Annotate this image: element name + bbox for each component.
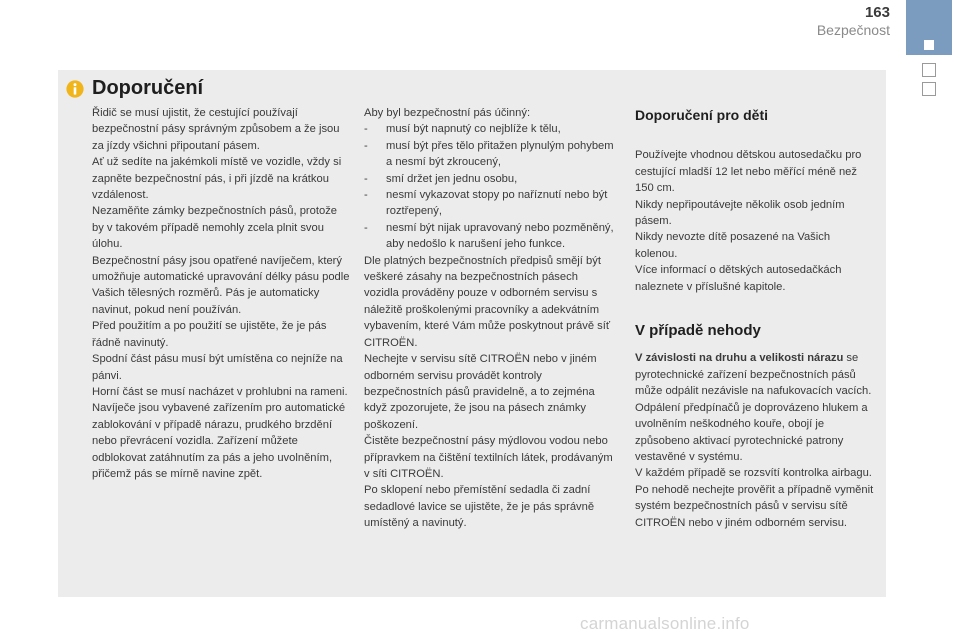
paragraph: Po nehodě nechejte prověřit a případně vyměnit systém bezpečnostních pásů v servisu sítě CITROËN nebo v jiném odborném servisu. [635,483,874,529]
chapter-tab [906,0,952,55]
paragraph: Čistěte bezpečnostní pásy mýdlovou vodou nebo přípravkem na čištění textilních látek, prodávaným v síti CITROËN. [364,435,613,480]
children-heading: Doporučení pro děti [635,107,768,123]
paragraph: Bezpečnostní pásy jsou opatřené navíječem, který umožňuje automatické upravování délky pásu podle Vašich tělesných rozměrů. Pás je automaticky navinut, pokud není používán. [92,254,350,316]
list-item-text: musí být přes tělo přitažen plynulým pohybem a nesmí být zkroucený, [386,139,614,169]
list-item-text: nesmí vykazovat stopy po naříznutí nebo být roztřepený, [386,189,608,218]
panel-title: Doporučení [92,77,204,99]
tab-box-2 [922,82,936,96]
list-item: - nesmí vykazovat stopy po naříznutí nebo být roztřepený, [364,187,614,220]
paragraph: Řidič se musí ujistit, že cestující používají bezpečnostní pásy správným způsobem a že jsou za jízdy všichni připoutaní pásem. [92,107,340,152]
list-item: - smí držet jen jednu osobu, [364,171,614,187]
paragraph: Nikdy nepřipoutávejte několik osob jedním pásem. [635,198,845,228]
paragraph: Navíječe jsou vybavené zařízením pro automatické zablokování v případě nárazu, prudkého brzdění nebo převrácení vozidla. Zařízení můžete odblokovat zatáhnutím za pás a jeho uvolněním, přičemž pás se mírně navine zpět. [92,402,346,480]
paragraph: Nechejte v servisu sítě CITROËN nebo v jiném odborném servisu provádět kontroly bezpečnostních pásů pravidelně, a to zejména když zpozorujete, že jsou na pásech známky poškození. [364,353,597,431]
tab-box-1 [922,63,936,77]
list-item: - musí být napnutý co nejblíže k tělu, [364,121,614,137]
watermark: carmanualsonline.info [580,614,750,633]
chapter-tab-marker [924,40,934,50]
section-name: Bezpečnost [816,22,890,38]
paragraph: Používejte vhodnou dětskou autosedačku pro cestující mladší 12 let nebo měřící méně než 150 cm. [635,149,862,195]
accident-lead-bold: V závislosti na druhu a velikosti nárazu [635,352,844,365]
list-item: - musí být přes tělo přitažen plynulým pohybem a nesmí být zkroucený, [364,138,614,171]
paragraph [635,350,875,465]
column-general [92,105,350,482]
accident-heading: V případě nehody [635,322,761,340]
paragraph: V každém případě se rozsvítí kontrolka airbagu. [635,467,872,480]
accident-lead-text: se pyrotechnické zařízení bezpečnostních pásů může odpálit nezávisle na nafukovacích vacích. Odpálení předpínačů je doprovázeno hlukem a uvolněním neškodného kouře, obojí je způsobeno aktivací pyrotechnické patrony vestavěné v systému. [635,352,872,463]
column-belt-care [364,105,614,532]
list-item: - nesmí být nijak upravovaný nebo pozměněný, aby nedošlo k narušení jeho funkce. [364,220,614,253]
paragraph: Více informací o dětských autosedačkách naleznete v příslušné kapitole. [635,264,842,293]
paragraph: Před použitím a po použití se ujistěte, že je pás řádně navinutý. [92,320,327,349]
paragraph: Spodní část pásu musí být umístěna co nejníže na pánvi. [92,353,343,382]
paragraph: Horní část se musí nacházet v prohlubni na rameni. [92,385,348,398]
list-intro: Aby byl bezpečnostní pás účinný: [364,107,531,119]
paragraph: Dle platných bezpečnostních předpisů smějí být veškeré zásahy na bezpečnostních pásech vozidla prováděny pouze v odborném servisu s náležitě proškolenými pracovníky a adekvátním vybavením, které Vám může poskytnout právě síť CITROËN. [364,254,611,349]
paragraph: Ať už sedíte na jakémkoli místě ve vozidle, vždy si zapněte bezpečnostní pás, i při jízdě na krátkou vzdálenost. [92,156,342,202]
column-children-accident [635,105,875,531]
list-item-text: musí být napnutý co nejblíže k tělu, [386,123,561,136]
paragraph: Nezaměňte zámky bezpečnostních pásů, protože by v takovém případě nemohly zcela plnit svou úlohu. [92,205,338,251]
page-number: 163 [864,4,890,21]
paragraph: Po sklopení nebo přemístění sedadla či zadní sedadlové lavice se ujistěte, že je pás správně umístěný a navinutý. [364,484,595,530]
paragraph: Nikdy nevozte dítě posazené na Vašich kolenou. [635,231,831,260]
list-item-text: nesmí být nijak upravovaný nebo pozměněný, aby nedošlo k narušení jeho funkce. [386,221,614,251]
list-item-text: smí držet jen jednu osobu, [386,172,518,185]
info-icon [66,80,84,98]
